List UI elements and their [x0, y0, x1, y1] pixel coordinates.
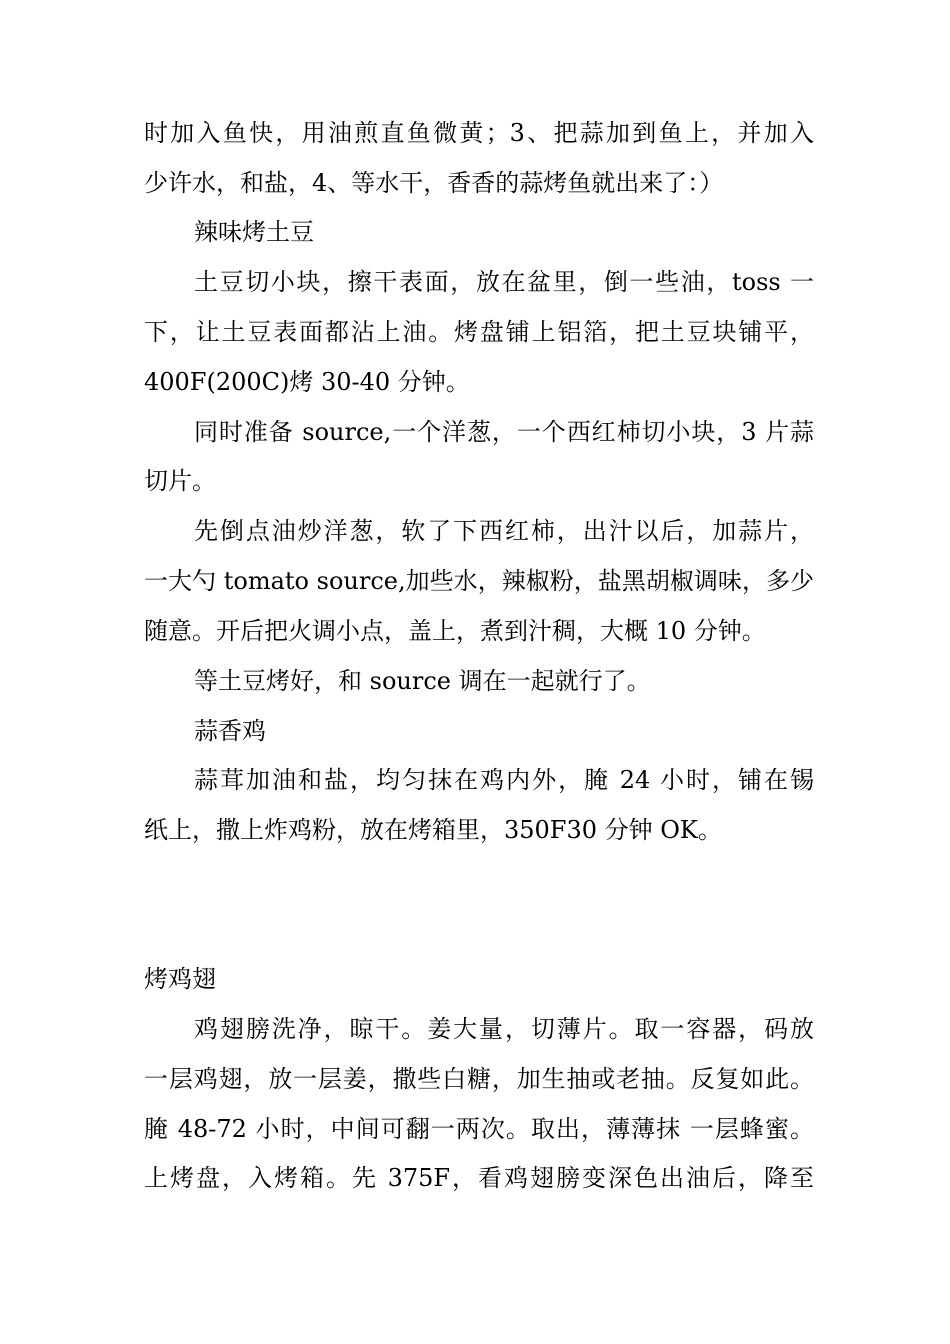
section-heading: 辣味烤土豆	[194, 218, 314, 246]
text-line: 400F(200C)烤 30-40 分钟。	[144, 368, 470, 396]
text-line: 腌 48-72 小时，中间可翻一两次。取出，薄薄抹 一层蜂蜜。	[144, 1115, 814, 1143]
text-line: 少许水，和盐，4、等水干，香香的蒜烤鱼就出来了：）	[144, 169, 724, 197]
text-line: 土豆切小块，擦干表面，放在盆里，倒一些油，toss 一	[194, 268, 814, 296]
text-line: 同时准备 source,一个洋葱，一个西红柿切小块，3 片蒜	[194, 418, 814, 446]
text-line: 切片。	[144, 467, 216, 495]
text-line: 上烤盘，入烤箱。先 375F，看鸡翅膀变深色出油后，降至	[144, 1164, 814, 1192]
text-line: 一层鸡翅，放一层姜，撒些白糖，加生抽或老抽。反复如此。	[144, 1065, 814, 1093]
text-line: 一大勺 tomato source,加些水，辣椒粉，盐黑胡椒调味，多少	[144, 567, 814, 595]
text-line: 鸡翅膀洗净，晾干。姜大量，切薄片。取一容器，码放	[194, 1015, 814, 1043]
text-line: 等土豆烤好，和 source 调在一起就行了。	[194, 667, 651, 695]
section-heading: 蒜香鸡	[194, 717, 266, 745]
text-line: 时加入鱼快，用油煎直鱼微黄；3、把蒜加到鱼上，并加入	[144, 119, 814, 147]
text-line: 随意。开后把火调小点，盖上，煮到汁稠，大概 10 分钟。	[144, 617, 766, 645]
text-line: 先倒点油炒洋葱，软了下西红柿，出汁以后，加蒜片，	[194, 517, 814, 545]
text-line: 纸上，撒上炸鸡粉，放在烤箱里，350F30 分钟 OK。	[144, 816, 722, 844]
text-line: 下，让土豆表面都沾上油。烤盘铺上铝箔，把土豆块铺平，	[144, 318, 814, 346]
section-heading: 烤鸡翅	[144, 965, 216, 993]
text-line: 蒜茸加油和盐，均匀抹在鸡内外，腌 24 小时，铺在锡	[194, 766, 814, 794]
